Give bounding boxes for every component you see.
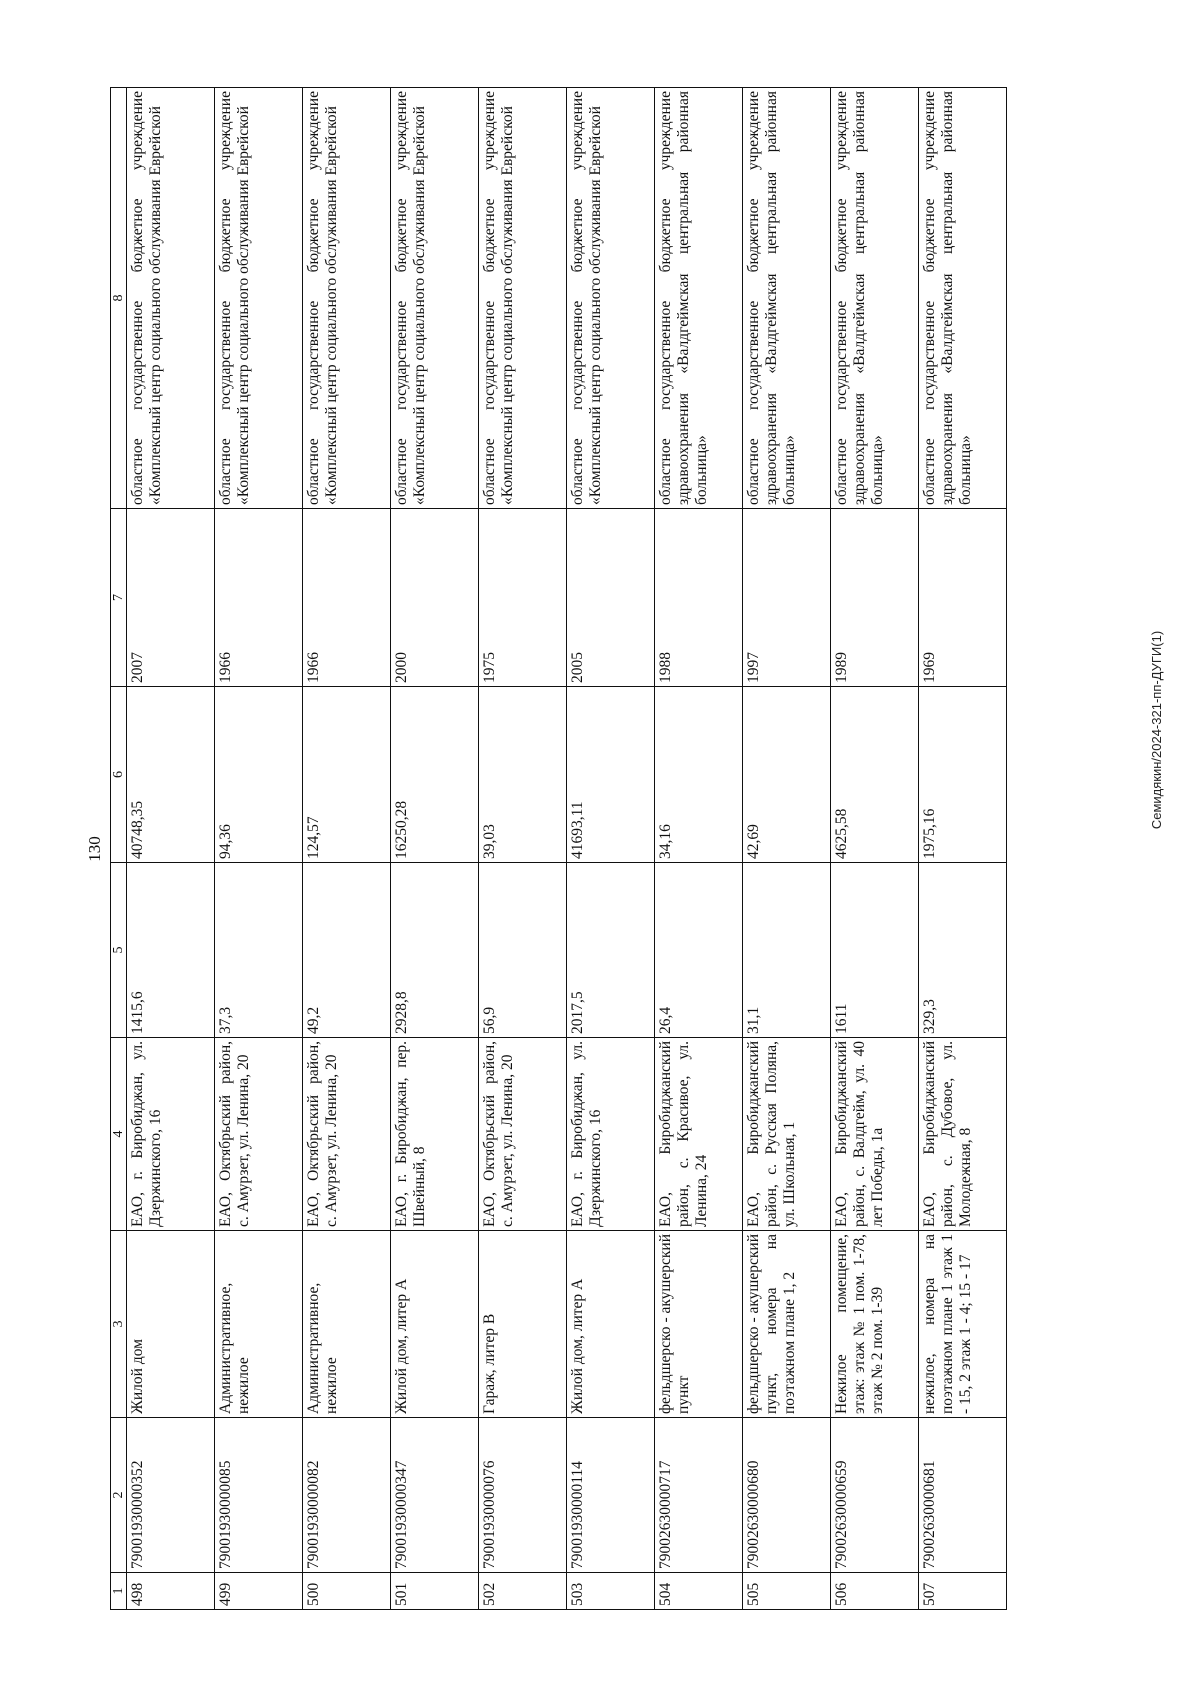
object-name: фельдшерско - акушерский пункт, номера на поэтажном плане 1, 2 [743,1231,831,1418]
rights-holder: областное государственное бюджетное учреждение здравоохранения «Валдгеймская центральная районная больница» [655,88,743,509]
object-area: 2928,8 [391,863,479,1038]
row-number: 504 [655,1573,743,1610]
column-header: 6 [111,687,127,863]
column-header: 8 [111,88,127,509]
year-built: 1997 [743,509,831,687]
row-number: 499 [215,1573,303,1610]
object-area: 56,9 [479,863,567,1038]
cadastral-number: 79002630000659 [831,1418,919,1573]
object-area: 49,2 [303,863,391,1038]
object-address: ЕАО, Биробиджанский район, с. Валдгейм, ул. 40 лет Победы, 1а [831,1038,919,1231]
object-name: Жилой дом, литер А [567,1231,655,1418]
rights-holder: областное государственное бюджетное учреждение здравоохранения «Валдгеймская центральная районная больница» [831,88,919,509]
document-code-text: Семидякин/2024-321-пп-ДУГИ(1) [1149,630,1164,830]
row-number: 502 [479,1573,567,1610]
cadastral-number: 79001930000352 [127,1418,215,1573]
object-area: 31,1 [743,863,831,1038]
object-name: Административное, нежилое [215,1231,303,1418]
cadastral-number: 79002630000680 [743,1418,831,1573]
column-header: 4 [111,1038,127,1231]
header-row [111,88,127,1610]
object-address: ЕАО, Биробиджанский район, с. Дубовое, ул. Молодежная, 8 [919,1038,1007,1231]
cadastral-number: 79002630000681 [919,1418,1007,1573]
table-row [215,88,303,1610]
year-built: 1989 [831,509,919,687]
cadastral-number: 79001930000085 [215,1418,303,1573]
rights-holder: областное государственное бюджетное учреждение здравоохранения «Валдгеймская центральная районная больница» [743,88,831,509]
row-number: 505 [743,1573,831,1610]
object-cost: 124,57 [303,687,391,863]
rights-holder: областное государственное бюджетное учреждение «Комплексный центр социального обслуживания Еврейской [127,88,215,509]
year-built: 1988 [655,509,743,687]
object-address: ЕАО, г. Биробиджан, ул. Дзержинского, 16 [567,1038,655,1231]
year-built: 2005 [567,509,655,687]
table-body [127,88,1007,1610]
object-area: 1611 [831,863,919,1038]
column-header: 3 [111,1231,127,1418]
object-name: Нежилое помещение, этаж: этаж № 1 пом. 1-78, этаж № 2 пом. 1-39 [831,1231,919,1418]
table-row [391,88,479,1610]
year-built: 1966 [303,509,391,687]
row-number: 498 [127,1573,215,1610]
object-name: нежилое, номера на поэтажном плане 1 этаж 1 - 15, 2 этаж 1 - 4; 15 - 17 [919,1231,1007,1418]
cadastral-number: 79001930000076 [479,1418,567,1573]
year-built: 2000 [391,509,479,687]
cadastral-number: 79001930000347 [391,1418,479,1573]
object-address: ЕАО, Октябрьский район, с. Амурзет, ул. Ленина, 20 [479,1038,567,1231]
year-built: 1966 [215,509,303,687]
property-table [110,87,1007,1610]
table-row [303,88,391,1610]
object-area: 1415,6 [127,863,215,1038]
object-name: Жилой дом [127,1231,215,1418]
object-address: ЕАО, Октябрьский район, с. Амурзет, ул. Ленина, 20 [303,1038,391,1231]
document-code [1150,560,1164,900]
rights-holder: областное государственное бюджетное учреждение «Комплексный центр социального обслуживания Еврейской [303,88,391,509]
object-address: ЕАО, Биробиджанский район, с. Русская Поляна, ул. Школьная, 1 [743,1038,831,1231]
object-name: фельдшерско - акушерский пункт [655,1231,743,1418]
row-number: 507 [919,1573,1007,1610]
page-number: 130 [85,836,104,862]
object-cost: 16250,28 [391,687,479,863]
table-row [479,88,567,1610]
object-address: ЕАО, Биробиджанский район, с. Красивое, ул. Ленина, 24 [655,1038,743,1231]
object-cost: 94,36 [215,687,303,863]
object-cost: 41693,11 [567,687,655,863]
object-name: Административное, нежилое [303,1231,391,1418]
rights-holder: областное государственное бюджетное учреждение «Комплексный центр социального обслуживания Еврейской [391,88,479,509]
cadastral-number: 79001930000082 [303,1418,391,1573]
object-address: ЕАО, г. Биробиджан, пер. Швейный, 8 [391,1038,479,1231]
object-area: 37,3 [215,863,303,1038]
object-cost: 39,03 [479,687,567,863]
rights-holder: областное государственное бюджетное учреждение «Комплексный центр социального обслуживания Еврейской [215,88,303,509]
object-area: 2017,5 [567,863,655,1038]
object-cost: 42,69 [743,687,831,863]
column-header: 1 [111,1573,127,1610]
column-header: 2 [111,1418,127,1573]
object-cost: 34,16 [655,687,743,863]
rotated-content [80,88,1050,1610]
table-row [655,88,743,1610]
year-built: 1969 [919,509,1007,687]
object-address: ЕАО, Октябрьский район, с. Амурзет, ул. Ленина, 20 [215,1038,303,1231]
row-number: 506 [831,1573,919,1610]
object-cost: 1975,16 [919,687,1007,863]
object-cost: 40748,35 [127,687,215,863]
table-row [831,88,919,1610]
object-cost: 4625,58 [831,687,919,863]
row-number: 503 [567,1573,655,1610]
table-row [743,88,831,1610]
row-number: 500 [303,1573,391,1610]
table-row [919,88,1007,1610]
column-header: 5 [111,863,127,1038]
object-area: 329,3 [919,863,1007,1038]
cadastral-number: 79001930000114 [567,1418,655,1573]
table-row [127,88,215,1610]
rights-holder: областное государственное бюджетное учреждение «Комплексный центр социального обслуживания Еврейской [567,88,655,509]
year-built: 2007 [127,509,215,687]
rights-holder: областное государственное бюджетное учреждение здравоохранения «Валдгеймская центральная районная больница» [919,88,1007,509]
object-name: Жилой дом, литер А [391,1231,479,1418]
rights-holder: областное государственное бюджетное учреждение «Комплексный центр социального обслуживания Еврейской [479,88,567,509]
table-row [567,88,655,1610]
object-name: Гараж, литер В [479,1231,567,1418]
row-number: 501 [391,1573,479,1610]
cadastral-number: 79002630000717 [655,1418,743,1573]
object-area: 26,4 [655,863,743,1038]
column-header: 7 [111,509,127,687]
year-built: 1975 [479,509,567,687]
object-address: ЕАО, г. Биробиджан, ул. Дзержинского, 16 [127,1038,215,1231]
